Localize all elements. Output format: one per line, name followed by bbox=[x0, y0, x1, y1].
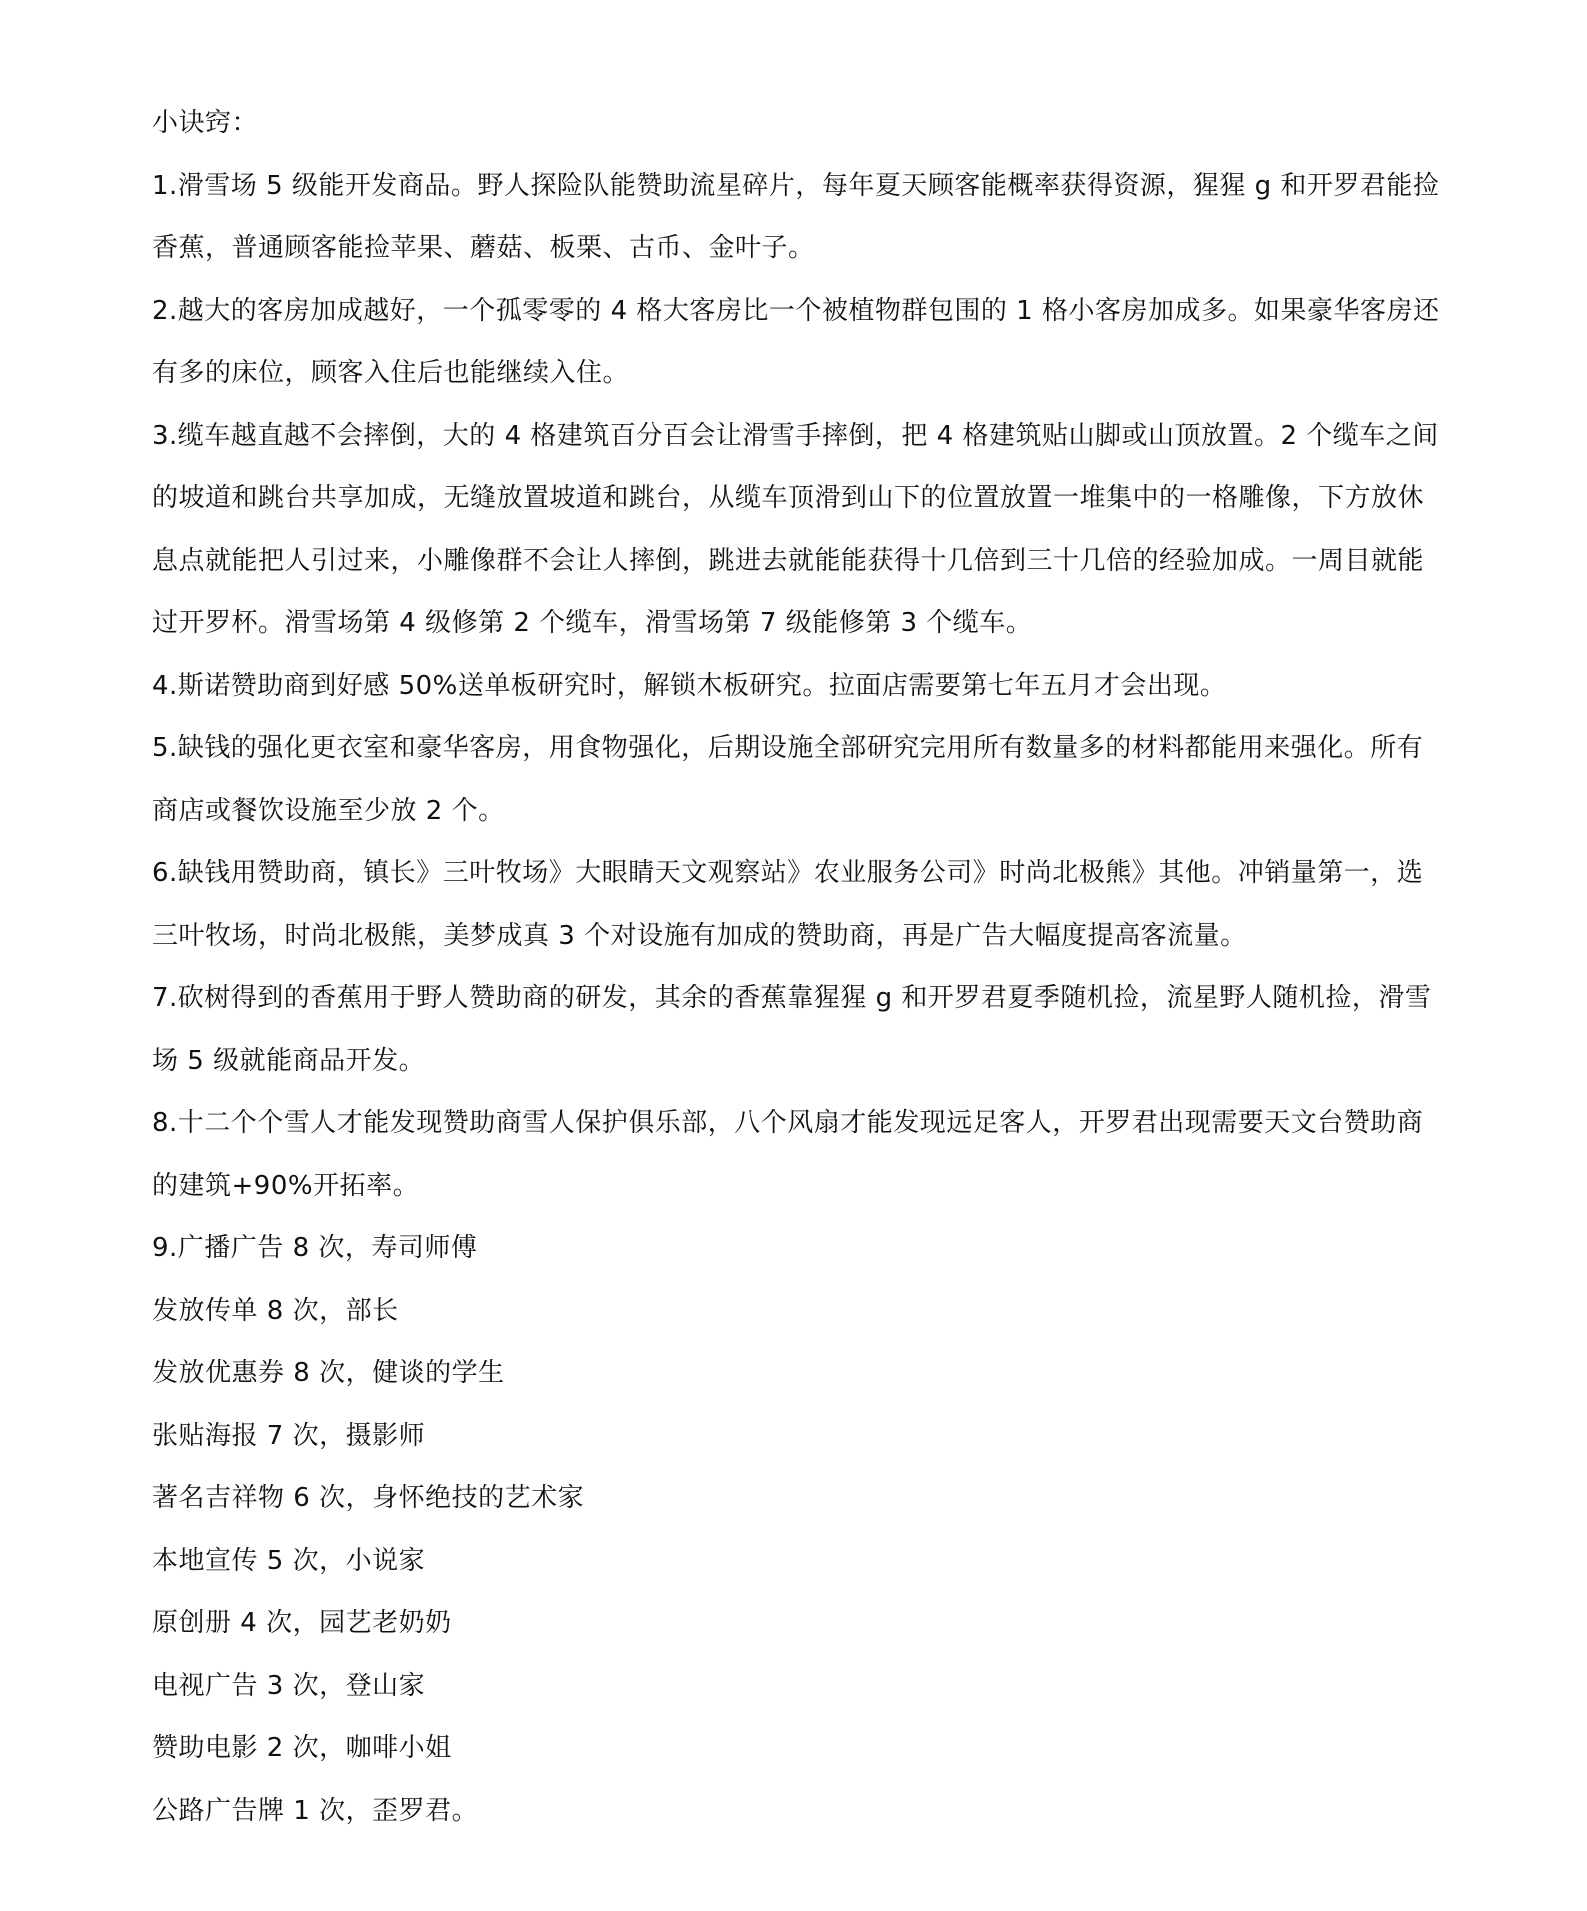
tip-paragraph: 5.缺钱的强化更衣室和豪华客房，用食物强化，后期设施全部研究完用所有数量多的材料都能用来强化。所有商店或餐饮设施至少放 2 个。 bbox=[152, 733, 1424, 826]
ad-list-item: 本地宣传 5 次，小说家 bbox=[152, 1545, 426, 1576]
ad-list-item: 原创册 4 次，园艺老奶奶 bbox=[152, 1608, 452, 1638]
tip-paragraph: 7.砍树得到的香蕉用于野人赞助商的研发，其余的香蕉靠猩猩 g 和开罗君夏季随机捡，流星野人随机捡，滑雪场 5 级就能商品开发。 bbox=[152, 983, 1432, 1076]
ad-list-item: 发放优惠券 8 次，健谈的学生 bbox=[152, 1358, 505, 1388]
ad-list-item: 著名吉祥物 6 次，身怀绝技的艺术家 bbox=[152, 1483, 585, 1513]
tip-paragraph: 6.缺钱用赞助商，镇长》三叶牧场》大眼睛天文观察站》农业服务公司》时尚北极熊》其他。冲销量第一，选三叶牧场，时尚北极熊，美梦成真 3 个对设施有加成的赞助商，再是广告大幅度提高客流量。 bbox=[152, 858, 1424, 951]
document-heading: 小诀窍： bbox=[152, 108, 259, 138]
ad-list-item: 张贴海报 7 次，摄影师 bbox=[152, 1420, 426, 1451]
tip-paragraph: 8.十二个个雪人才能发现赞助商雪人保护俱乐部，八个风扇才能发现远足客人，开罗君出现需要天文台赞助商的建筑+90%开拓率。 bbox=[152, 1108, 1424, 1201]
tip-paragraph: 2.越大的客房加成越好，一个孤零零的 4 格大客房比一个被植物群包围的 1 格小客房加成多。如果豪华客房还有多的床位，顾客入住后也能继续入住。 bbox=[152, 295, 1440, 388]
ad-list-item: 9.广播广告 8 次，寿司师傅 bbox=[152, 1233, 478, 1263]
ad-list-item: 公路广告牌 1 次，歪罗君。 bbox=[152, 1795, 479, 1826]
ad-list-item: 电视广告 3 次，登山家 bbox=[152, 1670, 426, 1701]
document-body bbox=[152, 92, 1442, 1842]
ad-list-item: 发放传单 8 次，部长 bbox=[152, 1295, 399, 1326]
ad-list-item: 赞助电影 2 次，咖啡小姐 bbox=[152, 1733, 452, 1763]
tip-paragraph: 1.滑雪场 5 级能开发商品。野人探险队能赞助流星碎片，每年夏天顾客能概率获得资源，猩猩 g 和开罗君能捡香蕉，普通顾客能捡苹果、蘑菇、板栗、古币、金叶子。 bbox=[152, 170, 1440, 263]
tip-paragraph: 4.斯诺赞助商到好感 50%送单板研究时，解锁木板研究。拉面店需要第七年五月才会出现。 bbox=[152, 670, 1227, 701]
tip-paragraph: 3.缆车越直越不会摔倒，大的 4 格建筑百分百会让滑雪手摔倒，把 4 格建筑贴山脚或山顶放置。2 个缆车之间的坡道和跳台共享加成，无缝放置坡道和跳台，从缆车顶滑到山下的位置放置一堆集中的一格雕像，下方放休息点就能把人引过来，小雕像群不会让人摔倒，跳进去就能能获得十几倍到三十几倍的经验加成。一周目就能过开罗杯。滑雪场第 4 级修第 2 个缆车，滑雪场第 7 级能修第 3 个缆车。 bbox=[152, 420, 1439, 638]
